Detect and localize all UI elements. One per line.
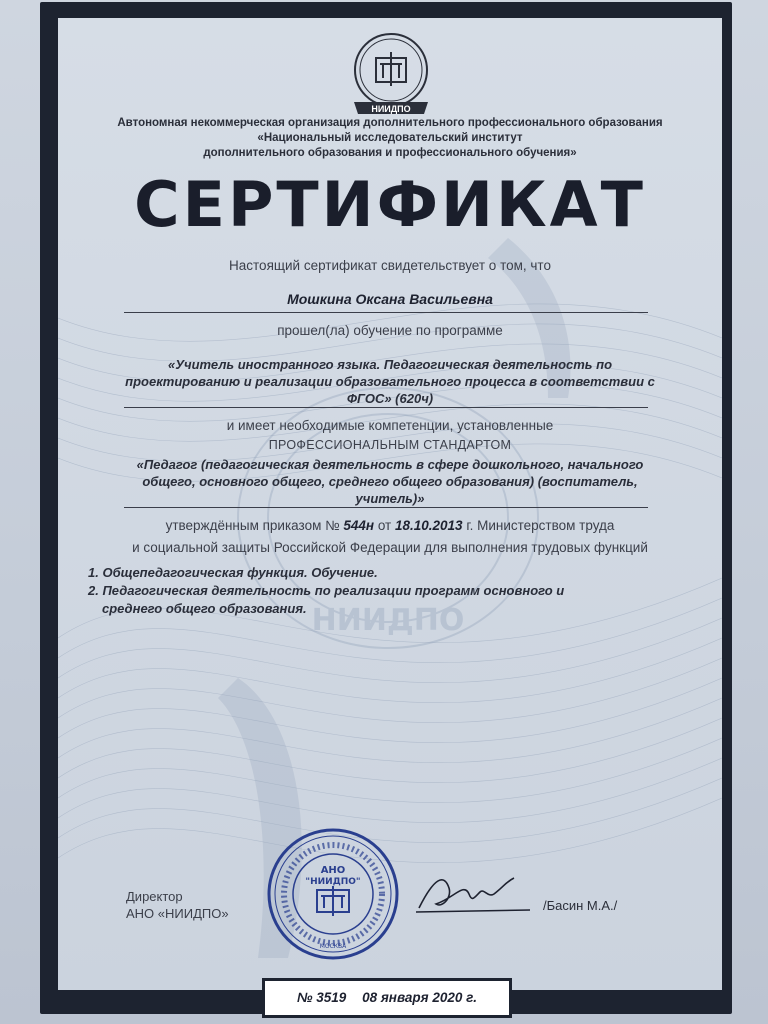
order-from: от (377, 518, 392, 533)
order-suffix: г. Министерством труда (466, 518, 615, 533)
certificate-date: 08 января 2020 г. (362, 990, 477, 1005)
program-underline (124, 407, 648, 408)
certifies-text: Настоящий сертификат свидетельствует о том, что (229, 258, 551, 273)
recipient-name: Мошкина Оксана Васильевна (287, 291, 493, 307)
order-prefix: утверждённым приказом № (165, 518, 340, 533)
order-number: 544н (343, 518, 375, 533)
order-date: 18.10.2013 (394, 518, 463, 533)
organization-line-2: «Национальный исследовательский институт (257, 132, 523, 144)
function-item-1: 1. Общепедагогическая функция. Обучение. (88, 565, 378, 580)
name-underline (124, 312, 648, 313)
organization-line-3: дополнительного образования и профессионального обучения» (203, 147, 577, 159)
signature-name: /Басин М.А./ (543, 898, 618, 913)
director-org: АНО «НИИДПО» (126, 906, 229, 921)
program-line-3: ФГОС» (620ч) (346, 391, 434, 406)
seal-city: МОСКВА (319, 943, 347, 950)
competencies-text: и имеет необходимые компетенции, установленные (226, 418, 554, 433)
program-line-1: «Учитель иностранного языка. Педагогическая деятельность по (167, 357, 613, 372)
svg-text:НИИДПО: НИИДПО (311, 603, 465, 638)
certificate-number: № 3519 (297, 990, 347, 1005)
director-signature (414, 868, 532, 918)
standard-line-1: «Педагог (педагогическая деятельность в сфере дошкольного, начального (136, 457, 644, 472)
standard-line-3: учитель)» (355, 491, 425, 506)
completed-text: прошел(ла) обучение по программе (277, 323, 503, 338)
standard-line-2: общего, основного общего, среднего общего образования) (воспитатель, (142, 474, 638, 489)
program-line-2: проектированию и реализации образовательного процесса в соответствии с (125, 374, 655, 389)
order-line-2: и социальной защиты Российской Федерации для выполнения трудовых функций (132, 540, 648, 555)
director-label (126, 888, 229, 922)
standard-underline (124, 507, 648, 508)
seal-line-1: АНО (320, 865, 346, 876)
certificate-title: СЕРТИФИКАТ (134, 168, 646, 241)
standard-caps-text: ПРОФЕССИОНАЛЬНЫМ СТАНДАРТОМ (268, 438, 512, 452)
official-seal-icon (265, 826, 401, 962)
function-item-2: 2. Педагогическая деятельность по реализации программ основного и (88, 583, 565, 598)
certificate-content (58, 18, 722, 990)
organization-line-1: Автономная некоммерческая организация дополнительного профессионального образования (117, 117, 663, 129)
order-line-1 (58, 518, 722, 533)
certificate-number-box (262, 978, 512, 1018)
director-title: Директор (126, 889, 183, 904)
seal-line-2: "НИИДПО" (305, 877, 361, 887)
function-item-2-cont: среднего общего образования. (102, 601, 307, 616)
logo-text: НИИДПО (371, 104, 411, 114)
